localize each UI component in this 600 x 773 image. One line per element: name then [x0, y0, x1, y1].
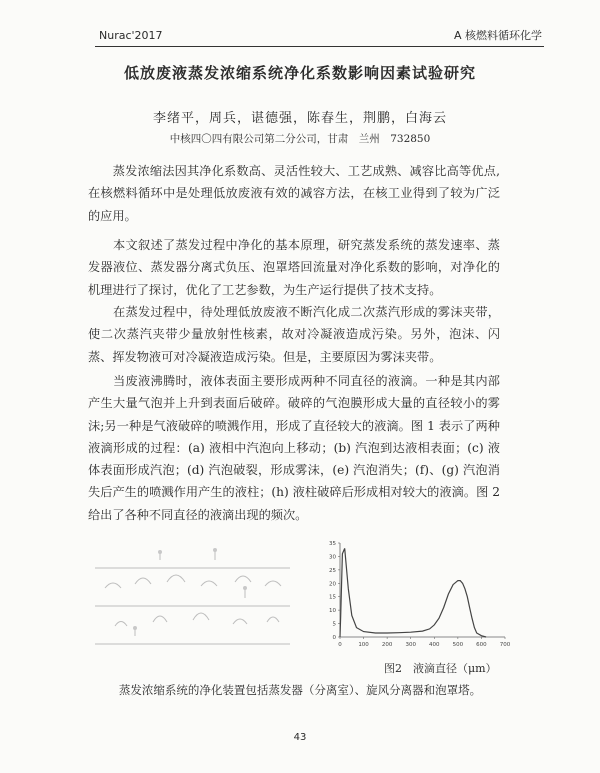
- x-tick-label: 200: [381, 642, 393, 648]
- affiliation: 中核四〇四有限公司第二分公司，甘肃 兰州 732850: [169, 133, 431, 145]
- paper-title: 低放废液蒸发浓缩系统净化系数影响因素试验研究: [123, 64, 476, 82]
- y-tick-label: 20: [329, 581, 336, 588]
- figure-2-chart: [318, 537, 518, 657]
- x-tick-label: 100: [358, 642, 369, 648]
- paragraph-1: 蒸发浓缩法因其净化系数高、灵活性较大、工艺成熟、减容比高等优点,在核燃料循环中是处理低放废液有效的减容方法，在核工业得到了较为广泛的应用。: [88, 164, 500, 223]
- journal-name: Nurac'2017: [99, 29, 163, 42]
- authors: 李绪平，周兵，谌德强，陈春生，荆鹏，白海云: [152, 111, 447, 126]
- paragraph-4: 当废液沸腾时，液体表面主要形成两种不同直径的液滴。一种是其内部产生大量气泡并上升到表面后破碎。破碎的气泡膜形成大量的直径较小的雾沫;另一种是气液破碎的喷溅作用，形成了直径较大的液滴。图 1 表示了两种液滴形成的过程：(a) 液相中汽泡向上移动；(b) 汽泡到达液相表面；(c) 液体表面形成汽泡；(d) 汽泡破裂，形成雾沫，(e) 汽泡消失；(f)、(g) 汽泡消失后产生的喷溅作用产生的液柱；(h) 液柱破碎后形成相对较大的液滴。图 2 给出了各种不同直径的液滴出现的频次。: [88, 374, 500, 522]
- x-tick-label: 400: [429, 642, 440, 648]
- chart-axes: [340, 543, 505, 637]
- y-tick-label: 0: [332, 635, 336, 641]
- x-tick-label: 300: [405, 642, 416, 648]
- y-tick-label: 35: [329, 541, 336, 547]
- page-number: 43: [293, 732, 307, 743]
- y-tick-label: 15: [329, 594, 336, 601]
- y-tick-label: 10: [329, 608, 336, 615]
- x-tick-label: 600: [476, 642, 487, 648]
- figure-2-caption: 图2 液滴直径（μm）: [384, 662, 497, 675]
- x-tick-label: 0: [338, 642, 342, 648]
- x-tick-label: 500: [452, 642, 464, 648]
- chart-series-line: [340, 548, 486, 637]
- y-tick-label: 25: [329, 567, 336, 574]
- y-tick-label: 5: [332, 621, 336, 628]
- x-tick-label: 700: [499, 642, 511, 648]
- y-tick-label: 30: [329, 554, 336, 561]
- paragraph-3: 在蒸发过程中，待处理低放废液不断汽化成二次蒸汽形成的雾沫夹带，使二次蒸汽夹带少量放射性核素，故对冷凝液造成污染。另外，泡沫、闪蒸、挥发物液可对冷凝液造成污染。但是，主要原因为雾沫夹带。: [88, 305, 500, 364]
- header-rule: [95, 46, 544, 47]
- section-title: A 核燃料循环化学: [453, 29, 542, 42]
- figure-1-caption: 蒸发浓缩系统的净化装置包括蒸发器（分离室）、旋风分离器和泡罩塔。: [118, 683, 482, 697]
- paragraph-2: 本文叙述了蒸发过程中净化的基本原理，研究蒸发系统的蒸发速率、蒸发器液位、蒸发器分离式负压、泡罩塔回流量对净化系数的影响，对净化的机理进行了探讨，优化了工艺参数，为生产运行提供了技术支持。: [88, 238, 500, 297]
- figure-1-diagram: [95, 548, 295, 658]
